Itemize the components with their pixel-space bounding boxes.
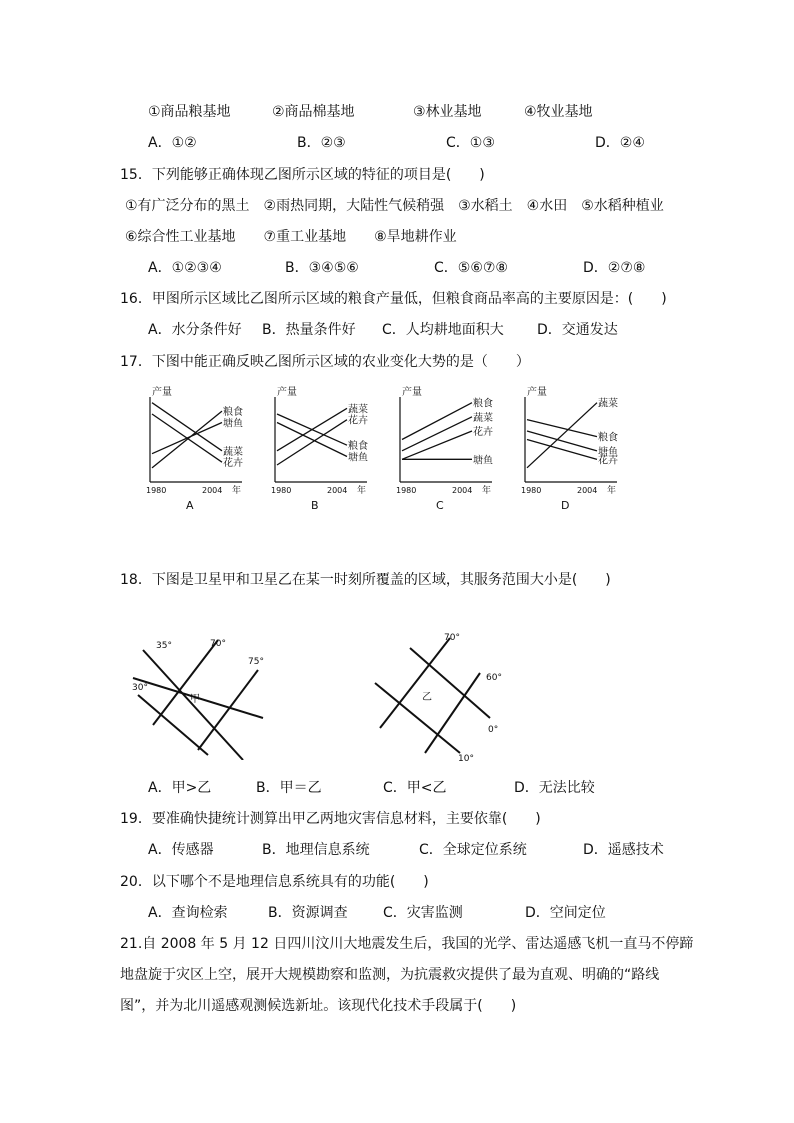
q17-stem: 17．下图中能正确反映乙图所示区域的农业变化大势的是（ ） (120, 354, 530, 370)
q17-series-label: 蔬菜 (598, 398, 618, 410)
map-yi-grid-line (410, 648, 490, 718)
q20-option-b[interactable]: B．资源调查 (268, 905, 348, 921)
q17-ylabel: 产量 (402, 387, 422, 398)
q15-stem: 15．下列能够正确体现乙图所示区域的特征的项目是( ) (120, 167, 485, 183)
q17-series-label: 蔬菜 (348, 404, 368, 416)
q14-item-3: ③林业基地 (413, 104, 482, 120)
q19-option-b[interactable]: B．地理信息系统 (262, 842, 370, 858)
q21-line2: 地盘旋于灾区上空，展开大规模勘察和监测，为抗震救灾提供了最为直观、明确的“路线 (120, 967, 660, 983)
q17-chart-letter: B (311, 499, 319, 512)
q15-option-c[interactable]: C．⑤⑥⑦⑧ (434, 260, 508, 276)
q21-line3: 图”，并为北川遥感观测候选新址。该现代化技术手段属于( ) (120, 998, 517, 1014)
q17-chart-A (146, 385, 243, 512)
q17-series-line (527, 403, 597, 468)
map-yi-lon-label: 0° (488, 725, 499, 735)
q17-xlabel: 年 (232, 486, 242, 496)
map-jia-lat-label: 30° (132, 683, 148, 693)
map-yi-svg (370, 628, 510, 763)
q20-option-a[interactable]: A．查询检索 (148, 905, 228, 921)
q14-option-c[interactable]: C．①③ (446, 135, 495, 151)
q17-series-line (277, 414, 347, 445)
q17-x-tick: 1980 (521, 486, 542, 495)
q17-xlabel: 年 (607, 486, 617, 496)
map-jia-lon-label: 70° (210, 639, 226, 649)
q17-x-tick: 2004 (577, 486, 598, 495)
q17-series-label: 粮食 (348, 441, 368, 453)
q19-option-c[interactable]: C．全球定位系统 (419, 842, 527, 858)
q18-option-c[interactable]: C．甲<乙 (383, 780, 447, 796)
q17-series-label: 花卉 (598, 455, 618, 467)
q17-series-line (152, 411, 222, 468)
q14-item-1: ①商品粮基地 (148, 104, 231, 120)
map-yi-lat-label: 60° (486, 673, 502, 683)
q17-chart-letter: A (186, 499, 194, 512)
q17-series-label: 塘鱼 (223, 418, 243, 430)
q17-series-label: 蔬菜 (223, 446, 243, 458)
map-jia-svg (128, 630, 278, 760)
q20-stem: 20．以下哪个不是地理信息系统具有的功能( ) (120, 874, 429, 890)
map-yi-lon-label: 10° (458, 754, 474, 763)
q17-x-tick: 2004 (452, 486, 473, 495)
q17-series-label: 塘鱼 (598, 446, 618, 458)
q15-items-line1: ①有广泛分布的黑土 ②雨热同期，大陆性气候稍强 ③水稻土 ④水田 ⑤水稻种植业 (125, 198, 664, 214)
q19-option-d[interactable]: D．遥感技术 (583, 842, 664, 858)
q17-series-line (277, 420, 347, 465)
q19-option-a[interactable]: A．传感器 (148, 842, 214, 858)
q20-option-c[interactable]: C．灾害监测 (383, 905, 463, 921)
map-jia-grid-line (153, 640, 218, 725)
q16-option-a[interactable]: A．水分条件好 (148, 322, 242, 338)
q20-option-d[interactable]: D．空间定位 (525, 905, 606, 921)
q17-chart-letter: C (436, 499, 444, 512)
map-jia (128, 630, 278, 760)
q17-series-line (277, 423, 347, 457)
q14-item-4: ④牧业基地 (524, 104, 593, 120)
q17-series-label: 粮食 (473, 398, 493, 410)
q17-chart-C (396, 385, 493, 512)
q16-stem: 16．甲图所示区域比乙图所示区域的粮食产量低，但粮食商品率高的主要原因是：( ) (120, 291, 667, 307)
q18-option-b[interactable]: B．甲＝乙 (256, 780, 322, 796)
q17-series-label: 花卉 (223, 458, 243, 470)
q17-chart-letter: D (561, 499, 570, 512)
q15-option-b[interactable]: B．③④⑤⑥ (285, 260, 359, 276)
q19-stem: 19．要准确快捷统计测算出甲乙两地灾害信息材料，主要依靠( ) (120, 811, 541, 827)
q17-series-line (527, 440, 597, 460)
map-jia-lat-label: 35° (156, 641, 172, 651)
map-jia-grid-line (198, 670, 258, 750)
map-jia-lon-label: 75° (248, 657, 264, 667)
q14-item-2: ②商品棉基地 (272, 104, 355, 120)
q17-series-label: 蔬菜 (473, 412, 493, 424)
q15-items-line2: ⑥综合性工业基地 ⑦重工业基地 ⑧旱地耕作业 (125, 229, 457, 245)
map-yi-lat-label: 70° (444, 633, 460, 643)
q17-series-label: 塘鱼 (348, 452, 368, 464)
q14-option-d[interactable]: D．②④ (595, 135, 645, 151)
q17-x-tick: 2004 (327, 486, 348, 495)
q17-x-tick: 2004 (202, 486, 223, 495)
map-yi-label: 乙 (422, 692, 432, 703)
q17-chart-B (271, 385, 368, 512)
q17-charts-svg (140, 385, 640, 520)
q18-option-d[interactable]: D．无法比较 (514, 780, 595, 796)
q17-series-label: 粮食 (598, 432, 618, 444)
q17-xlabel: 年 (357, 486, 367, 496)
q14-option-a[interactable]: A．①② (148, 135, 197, 151)
q14-option-b[interactable]: B．②③ (297, 135, 346, 151)
q17-series-label: 花卉 (348, 415, 368, 427)
q17-xlabel: 年 (482, 486, 492, 496)
q17-x-tick: 1980 (396, 486, 417, 495)
q17-ylabel: 产量 (277, 387, 297, 398)
q17-charts (140, 385, 640, 520)
q21-line1: 21.自 2008 年 5 月 12 日四川汶川大地震发生后，我国的光学、雷达遥感飞机一直马不停蹄 (120, 936, 694, 952)
q18-option-a[interactable]: A．甲>乙 (148, 780, 212, 796)
q17-series-label: 塘鱼 (473, 455, 493, 467)
q15-option-a[interactable]: A．①②③④ (148, 260, 222, 276)
q17-chart-D (521, 385, 618, 512)
q16-option-d[interactable]: D．交通发达 (537, 322, 618, 338)
q18-stem: 18．下图是卫星甲和卫星乙在某一时刻所覆盖的区域，其服务范围大小是( ) (120, 572, 611, 588)
q17-series-label: 粮食 (223, 407, 243, 419)
map-jia-label: 甲 (190, 694, 200, 705)
map-yi (370, 628, 510, 763)
q17-ylabel: 产量 (527, 387, 547, 398)
q16-option-b[interactable]: B．热量条件好 (262, 322, 356, 338)
q17-series-line (152, 414, 222, 462)
q17-series-label: 花卉 (473, 427, 493, 438)
map-jia-grid-line (143, 650, 243, 760)
q17-x-tick: 1980 (146, 486, 167, 495)
q15-option-d[interactable]: D．②⑦⑧ (583, 260, 646, 276)
q16-option-c[interactable]: C．人均耕地面积大 (382, 322, 504, 338)
q17-ylabel: 产量 (152, 387, 172, 398)
q17-x-tick: 1980 (271, 486, 292, 495)
